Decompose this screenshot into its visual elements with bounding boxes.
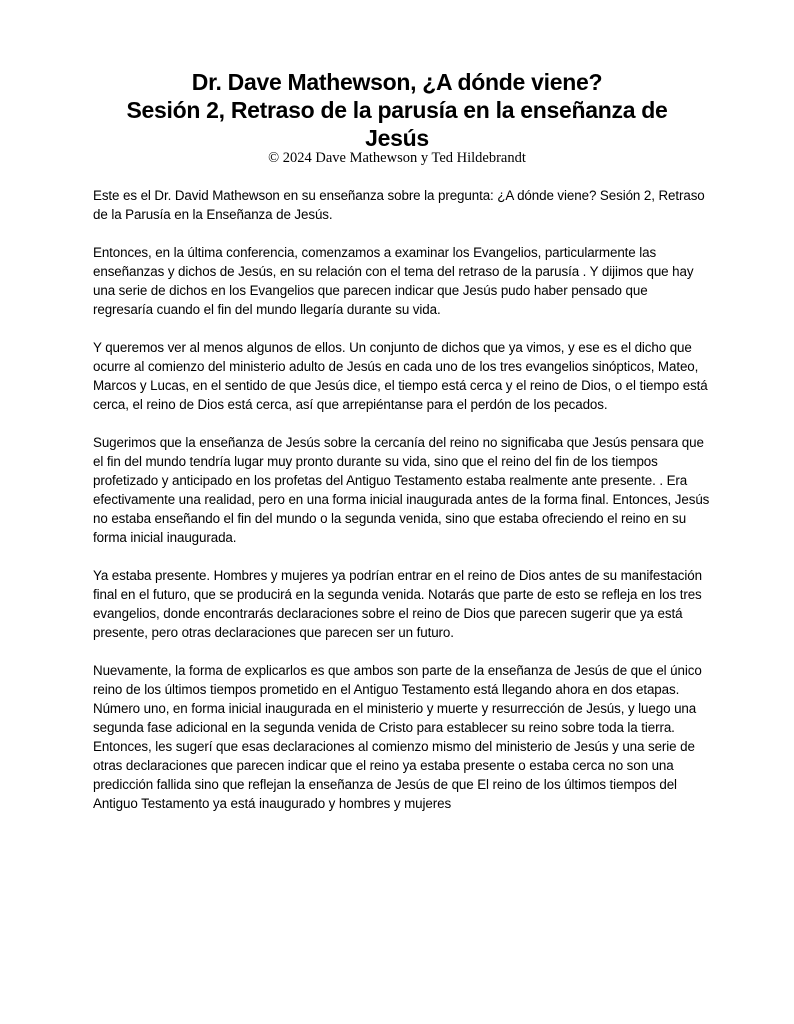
body-text — [93, 186, 710, 832]
paragraph-1: Este es el Dr. David Mathewson en su enseñanza sobre la pregunta: ¿A dónde viene? Sesión 2, Retraso de la Parusía en la Enseñanza de Jesús. — [93, 188, 705, 222]
title-line-2: Sesión 2, Retraso de la parusía en la enseñanza de — [126, 97, 668, 123]
title-block — [60, 68, 734, 168]
paragraph-5: Ya estaba presente. Hombres y mujeres ya podrían entrar en el reino de Dios antes de su manifestación final en el futuro, que se producirá en la segunda venida. Notarás que parte de esto se refleja en los tres evangelios, donde encontrarás declaraciones sobre el reino de Dios que parecen sugerir que ya está presente, pero otras declaraciones que parecen ser un futuro. — [93, 568, 702, 640]
paragraph-4: Sugerimos que la enseñanza de Jesús sobre la cercanía del reino no significaba que Jesús pensara que el fin del mundo tendría lugar muy pronto durante su vida, sino que el reino del fin de los tiempos profetizado y anticipado en los profetas del Antiguo Testamento estaba realmente ante presente. . Era efectivamente una realidad, pero en una forma inicial inaugurada antes de la forma final. Entonces, Jesús no estaba enseñando el fin del mundo o la segunda venida, sino que estaba ofreciendo el reino en su forma inicial inaugurada. — [93, 435, 710, 545]
title-line-3: Jesús — [365, 125, 429, 151]
title-line-1: Dr. Dave Mathewson, ¿A dónde viene? — [191, 69, 603, 95]
paragraph-3: Y queremos ver al menos algunos de ellos. Un conjunto de dichos que ya vimos, y ese es el dicho que ocurre al comienzo del ministerio adulto de Jesús en cada uno de los tres evangelios sinópticos, Mateo, Marcos y Lucas, en el sentido de que Jesús dice, el tiempo está cerca y el reino de Dios, o el tiempo está cerca, el reino de Dios está cerca, así que arrepiéntanse para el perdón de los pecados. — [93, 340, 708, 412]
page-title — [60, 68, 734, 152]
paragraph-2: Entonces, en la última conferencia, comenzamos a examinar los Evangelios, particularmente las enseñanzas y dichos de Jesús, en su relación con el tema del retraso de la parusía . Y dijimos que hay una serie de dichos en los Evangelios que parecen indicar que Jesús pudo haber pensado que regresaría cuando el fin del mundo llegaría durante su vida. — [93, 245, 694, 317]
paragraph-6: Nuevamente, la forma de explicarlos es que ambos son parte de la enseñanza de Jesús de que el único reino de los últimos tiempos prometido en el Antiguo Testamento está llegando ahora en dos etapas. Número uno, en forma inicial inaugurada en el ministerio y muerte y resurrección de Jesús, y luego una segunda fase adicional en la segunda venida de Cristo para establecer su reino sobre toda la tierra. Entonces, les sugerí que esas declaraciones al comienzo mismo del ministerio de Jesús y una serie de otras declaraciones que parecen indicar que el reino ya estaba presente o estaba cerca no son una predicción fallida sino que reflejan la enseñanza de Jesús de que El reino de los últimos tiempos del Antiguo Testamento ya está inaugurado y hombres y mujeres — [93, 663, 702, 811]
copyright-line: © 2024 Dave Mathewson y Ted Hildebrandt — [268, 150, 526, 166]
